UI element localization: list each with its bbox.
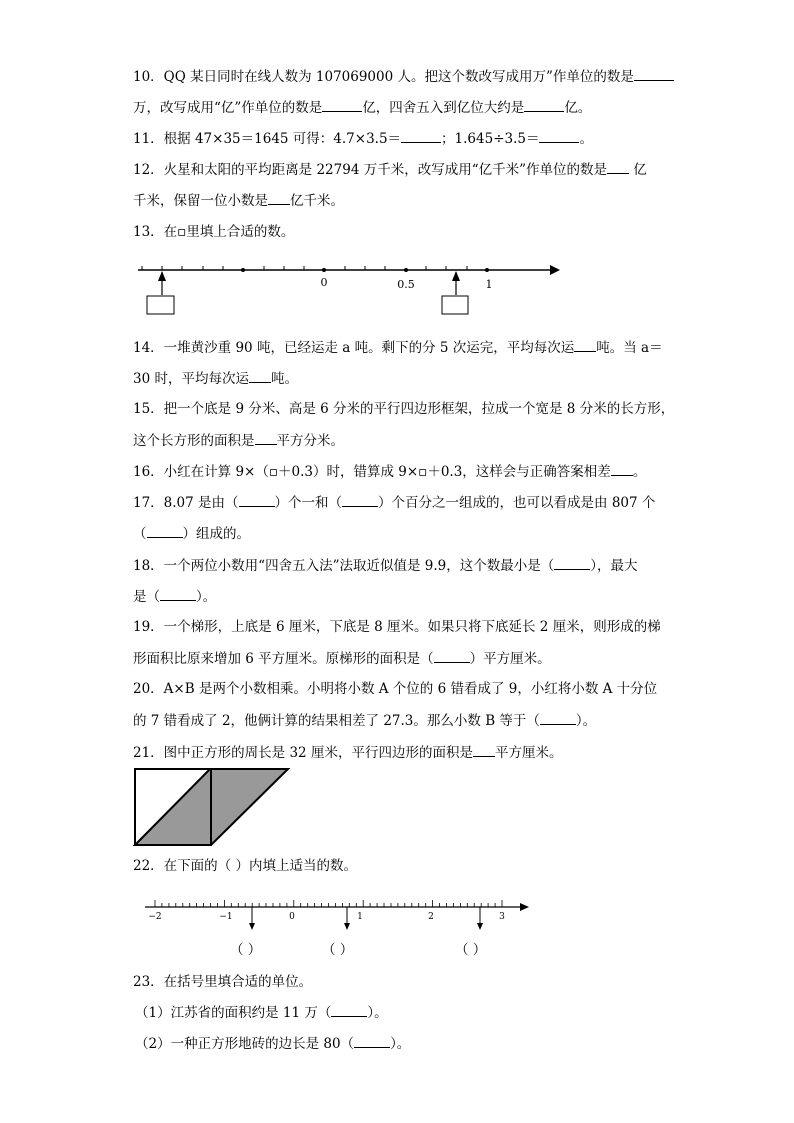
q14-line2: 30 时，平均每次运 吨。 bbox=[133, 368, 298, 389]
q15-blank[interactable] bbox=[255, 430, 277, 445]
q18-blank-max[interactable] bbox=[160, 586, 196, 601]
q12-line2: 千米，保留一位小数是 亿千米。 bbox=[133, 190, 344, 211]
q23-part1: （1）江苏省的面积约是 11 万（ ）。 bbox=[135, 1002, 388, 1023]
q13-label-1: 1 bbox=[485, 278, 493, 291]
q19-blank[interactable] bbox=[434, 648, 470, 663]
q22-label-0: 0 bbox=[289, 912, 295, 922]
q20-blank[interactable] bbox=[540, 710, 576, 725]
q12-line1: 12．火星和太阳的平均距离是 22794 万千米，改写成用“亿千米”作单位的数是 亿 bbox=[133, 159, 647, 180]
q17-blank-3[interactable] bbox=[147, 523, 183, 538]
q11-blank-1[interactable] bbox=[401, 128, 441, 143]
q10-line2: 万，改写成用“亿”作单位的数是 亿，四舍五入到亿位大约是 亿。 bbox=[133, 97, 591, 118]
q19-line2: 形面积比原来增加 6 平方厘米。原梯形的面积是（ ）平方厘米。 bbox=[133, 648, 551, 669]
q20-line2: 的 7 错看成了 2，他俩计算的结果相差了 27.3。那么小数 B 等于（ ）。 bbox=[133, 710, 596, 731]
q22-text: 22．在下面的（ ）内填上适当的数。 bbox=[133, 858, 357, 874]
q18-blank-min[interactable] bbox=[554, 555, 590, 570]
q14-line1: 14．一堆黄沙重 90 吨，已经运走 a 吨。剩下的分 5 次运完，平均每次运 吨。当 a＝ bbox=[133, 337, 663, 358]
q20-line1: 20．A×B 是两个小数相乘。小明将小数 A 个位的 6 错看成了 9，小红将小数 A 十分位 bbox=[133, 681, 658, 697]
q13-dot bbox=[241, 268, 245, 272]
q13-text: 13．在▫里填上合适的数。 bbox=[133, 224, 295, 240]
q10-blank-wan[interactable] bbox=[634, 66, 674, 81]
q13-dot-1 bbox=[485, 268, 489, 272]
q21-line: 21．图中正方形的周长是 32 厘米，平行四边形的面积是 平方厘米。 bbox=[133, 742, 562, 763]
q13-box-left[interactable] bbox=[147, 296, 174, 314]
q22-axis-arrow bbox=[520, 903, 529, 911]
q18-line2: 是（ ）。 bbox=[133, 586, 216, 607]
q10-line1: 10．QQ 某日同时在线人数为 107069000 人。把这个数改写成用万”作单位的数是 bbox=[133, 66, 674, 87]
q11-blank-2[interactable] bbox=[539, 128, 579, 143]
q22-label-2: 2 bbox=[428, 912, 434, 922]
q22-paren-1[interactable]: （ ） bbox=[230, 942, 262, 958]
q22-label-1: 1 bbox=[357, 912, 363, 922]
q14-blank-2[interactable] bbox=[249, 368, 271, 383]
q23-part2: （2）一种正方形地砖的边长是 80（ ）。 bbox=[135, 1033, 410, 1054]
q18-line1: 18．一个两位小数用“四舍五入法”法取近似值是 9.9，这个数最小是（ ），最大 bbox=[133, 555, 638, 576]
q17-blank-1[interactable] bbox=[239, 492, 275, 507]
q12-blank-1[interactable] bbox=[607, 159, 629, 174]
q22-paren-2[interactable]: （ ） bbox=[322, 942, 354, 958]
q23-text: 23．在括号里填合适的单位。 bbox=[133, 974, 313, 990]
q21-figure bbox=[134, 768, 290, 846]
q23-blank-2[interactable] bbox=[354, 1033, 390, 1048]
q12-blank-2[interactable] bbox=[268, 190, 290, 205]
q13-dot-0 bbox=[322, 268, 326, 272]
q22-ticks bbox=[155, 900, 502, 907]
q16-blank[interactable] bbox=[611, 461, 633, 476]
q11-line: 11．根据 47×35＝1645 可得：4.7×3.5＝ ；1.645÷3.5＝ 。 bbox=[133, 128, 593, 149]
q22-label-m2: −2 bbox=[148, 912, 162, 922]
q13-number-line bbox=[130, 255, 570, 320]
q17-line1: 17．8.07 是由（ ）个一和（ ）个百分之一组成的，也可以看成是由 807 个 bbox=[133, 492, 655, 513]
q10-blank-round[interactable] bbox=[524, 97, 564, 112]
q10-blank-yi[interactable] bbox=[322, 97, 362, 112]
q13-dot-05 bbox=[404, 268, 408, 272]
q13-axis-arrow bbox=[550, 265, 560, 275]
q17-blank-2[interactable] bbox=[342, 492, 378, 507]
q14-blank-1[interactable] bbox=[574, 337, 596, 352]
q19-line1: 19．一个梯形，上底是 6 厘米，下底是 8 厘米。如果只将下底延长 2 厘米，则形成的梯 bbox=[133, 619, 661, 635]
q22-label-m1: −1 bbox=[219, 912, 233, 922]
q17-line2: （ ）组成的。 bbox=[133, 523, 250, 544]
q15-line2: 这个长方形的面积是 平方分米。 bbox=[133, 430, 344, 451]
q22-label-3: 3 bbox=[499, 912, 505, 922]
q15-line1: 15．把一个底是 9 分米、高是 6 分米的平行四边形框架，拉成一个宽是 8 分米的长方形， bbox=[133, 401, 675, 417]
q21-blank[interactable] bbox=[473, 742, 495, 757]
q13-label-05: 0.5 bbox=[397, 278, 415, 291]
q16-line: 16．小红在计算 9×（▫＋0.3）时，错算成 9×▫＋0.3，这样会与正确答案相差 。 bbox=[133, 461, 646, 482]
q13-label-0: 0 bbox=[320, 276, 328, 289]
q13-box-right[interactable] bbox=[442, 296, 468, 314]
q22-paren-3[interactable]: （ ） bbox=[455, 942, 487, 958]
q23-blank-1[interactable] bbox=[331, 1002, 367, 1017]
